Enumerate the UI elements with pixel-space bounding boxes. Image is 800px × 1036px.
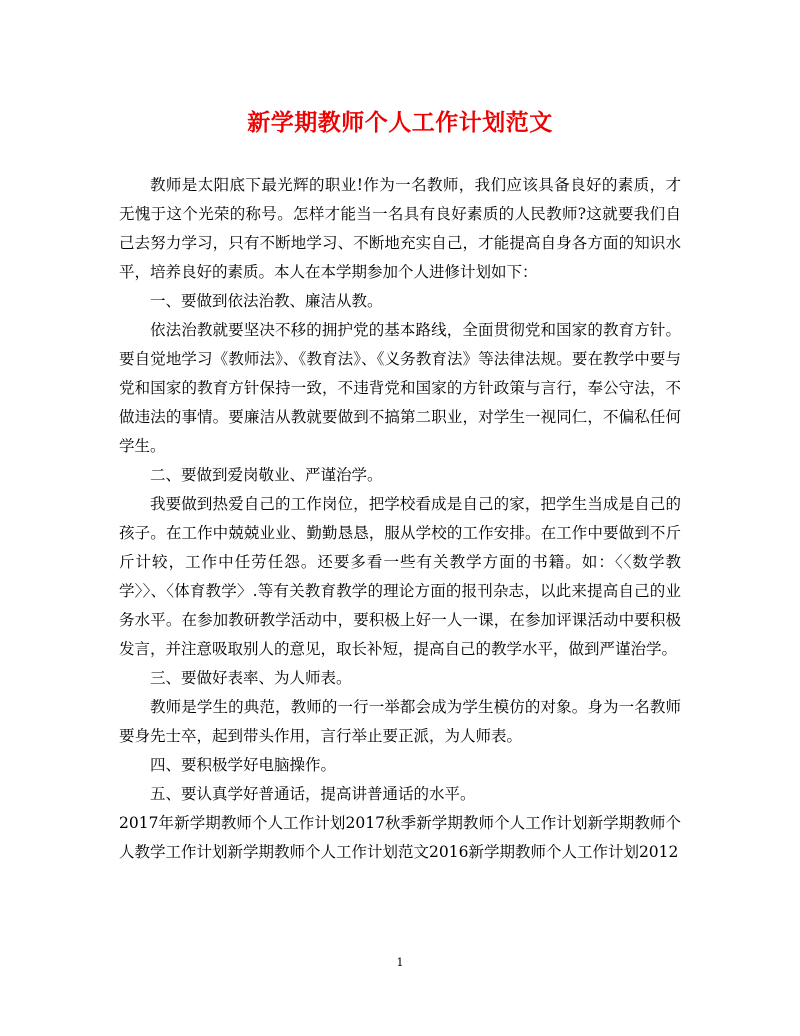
section-heading-3: 三、要做好表率、为人师表。 <box>150 669 352 687</box>
related-links-text: 2017年新学期教师个人工作计划2017秋季新学期教师个人工作计划新学期教师个人教学工作计划新学期教师个人工作计划范文2016新学期教师个人工作计划2012 <box>119 814 681 861</box>
section-heading-1: 一、要做到依法治教、廉洁从教。 <box>150 292 383 310</box>
section-heading-4: 四、要积极学好电脑操作。 <box>150 756 337 774</box>
section-heading-2: 二、要做到爱岗敬业、严谨治学。 <box>150 466 383 484</box>
document-body <box>119 171 681 867</box>
paragraph-section-3: 教师是学生的典范，教师的一行一举都会成为学生模仿的对象。身为一名教师要身先士卒，起到带头作用，言行举止要正派，为人师表。 <box>119 698 681 745</box>
paragraph-section-2: 我要做到热爱自己的工作岗位，把学校看成是自己的家，把学生当成是自己的孩子。在工作中兢兢业业、勤勤恳恳，服从学校的工作安排。在工作中要做到不斤斤计较，工作中任劳任怨。还要多看一些有关教学方面的书籍。如：〈〈数学教学〉〉、〈体育教学〉.等有关教育教学的理论方面的报刊杂志，以此来提高自己的业务水平。在参加教研教学活动中，要积极上好一人一课，在参加评课活动中要积极发言，并注意吸取别人的意见，取长补短，提高自己的教学水平，做到严谨治学。 <box>119 495 681 658</box>
page-number: 1 <box>396 956 404 969</box>
paragraph-intro: 教师是太阳底下最光辉的职业!作为一名教师，我们应该具备良好的素质，才无愧于这个光荣的称号。怎样才能当一名具有良好素质的人民教师?这就要我们自己去努力学习，只有不断地学习、不断地充实自己，才能提高自身各方面的知识水平，培养良好的素质。本人在本学期参加个人进修计划如下： <box>119 176 681 281</box>
document-title: 新学期教师个人工作计划范文 <box>247 109 553 136</box>
paragraph-section-1: 依法治教就要坚决不移的拥护党的基本路线，全面贯彻党和国家的教育方针。要自觉地学习《教师法》、《教育法》、《义务教育法》等法律法规。要在教学中要与党和国家的教育方针保持一致，不违背党和国家的方针政策与言行，奉公守法，不做违法的事情。要廉洁从教就要做到不搞第二职业，对学生一视同仁，不偏私任何学生。 <box>119 321 681 455</box>
section-heading-5: 五、要认真学好普通话，提高讲普通话的水平。 <box>150 785 476 803</box>
